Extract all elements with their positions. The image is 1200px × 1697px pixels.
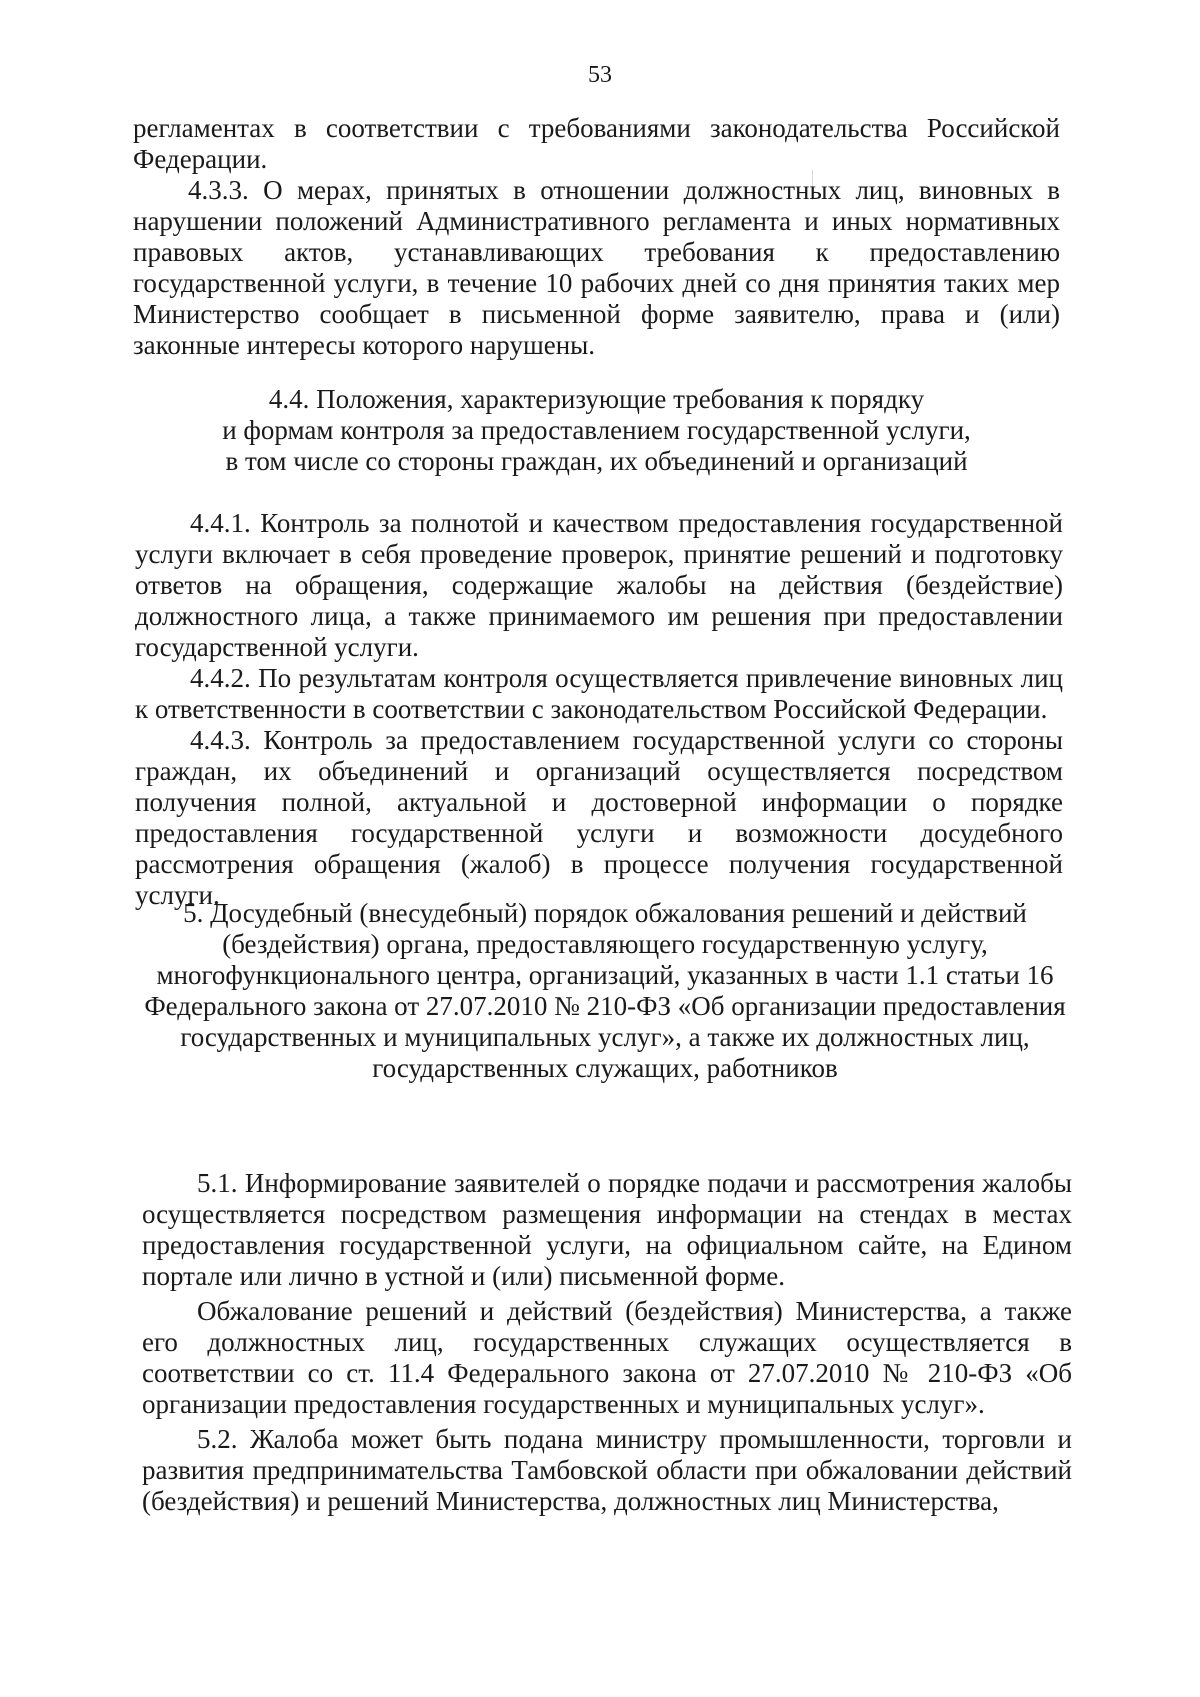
heading-4-4 [133, 384, 1060, 477]
heading-line: многофункционального центра, организаций, указанных в части 1.1 статьи 16 [156, 960, 1054, 990]
paragraph-4-4-1: 4.4.1. Контроль за полнотой и качеством предоставления государственной услуги включает в себя проведение проверок, принятие решений и подготовку ответов на обращения, содержащие жалобы на действия (бездействие) должностного лица, а также принимаемого им решения при предоставлении государственной услуги. [135, 508, 1063, 662]
paragraph-5-2: 5.2. Жалоба может быть подана министру промышленности, торговли и развития предпринимательства Тамбовской области при обжаловании действий (бездействия) и решений Министерства, должностных лиц Министерства, [142, 1424, 1072, 1516]
paragraph-appeal: Обжалование решений и действий (бездействия) Министерства, а также его должностных лиц, государственных служащих осуществляется в соответствии со ст. 11.4 Федерального закона от 27.07.2010 № 210-ФЗ «Об организации предоставления государственных и муниципальных услуг». [142, 1296, 1072, 1419]
section-5 [142, 1168, 1072, 1517]
heading-line: государственных и муниципальных услуг», а также их должностных лиц, [180, 1022, 1030, 1052]
section-4-3 [133, 113, 1060, 361]
heading-line: Федерального закона от 27.07.2010 № 210-ФЗ «Об организации предоставления [144, 991, 1066, 1021]
heading-line: и формам контроля за предоставлением государственной услуги, [222, 415, 971, 445]
heading-line: 5. Досудебный (внесудебный) порядок обжалования решений и действий [183, 898, 1027, 928]
page-number: 53 [588, 62, 612, 88]
paragraph-4-4-3: 4.4.3. Контроль за предоставлением государственной услуги со стороны граждан, их объединений и организаций осуществляется посредством получения полной, актуальной и достоверной информации о порядке предоставления государственной услуги и возможности досудебного рассмотрения обращения (жалоб) в процессе получения государственной услуги. [135, 725, 1063, 910]
heading-line: 4.4. Положения, характеризующие требования к порядку [268, 384, 925, 414]
paragraph-continuation: регламентах в соответствии с требованиями законодательства Российской Федерации. [133, 113, 1060, 174]
heading-line: государственных служащих, работников [372, 1053, 838, 1083]
paragraph-5-1: 5.1. Информирование заявителей о порядке подачи и рассмотрения жалобы осуществляется посредством размещения информации на стендах в местах предоставления государственной услуги, на официальном сайте, на Едином портале или лично в устной и (или) письменной форме. [142, 1168, 1072, 1291]
paragraph-4-3-3: 4.3.3. О мерах, принятых в отношении должностных лиц, виновных в нарушении положений Административного регламента и иных нормативных правовых актов, устанавливающих требования к предоставлению государственной услуги, в течение 10 рабочих дней со дня принятия таких мер Министерство сообщает в письменной форме заявителю, права и (или) законные интересы которого нарушены. [133, 175, 1060, 360]
paragraph-4-4-2: 4.4.2. По результатам контроля осуществляется привлечение виновных лиц к ответственности в соответствии с законодательством Российской Федерации. [135, 663, 1063, 724]
heading-5 [140, 898, 1070, 1084]
heading-line: (бездействия) органа, предоставляющего государственную услугу, [222, 929, 988, 959]
section-4-4 [135, 508, 1063, 911]
heading-line: в том числе со стороны граждан, их объединений и организаций [225, 446, 968, 476]
